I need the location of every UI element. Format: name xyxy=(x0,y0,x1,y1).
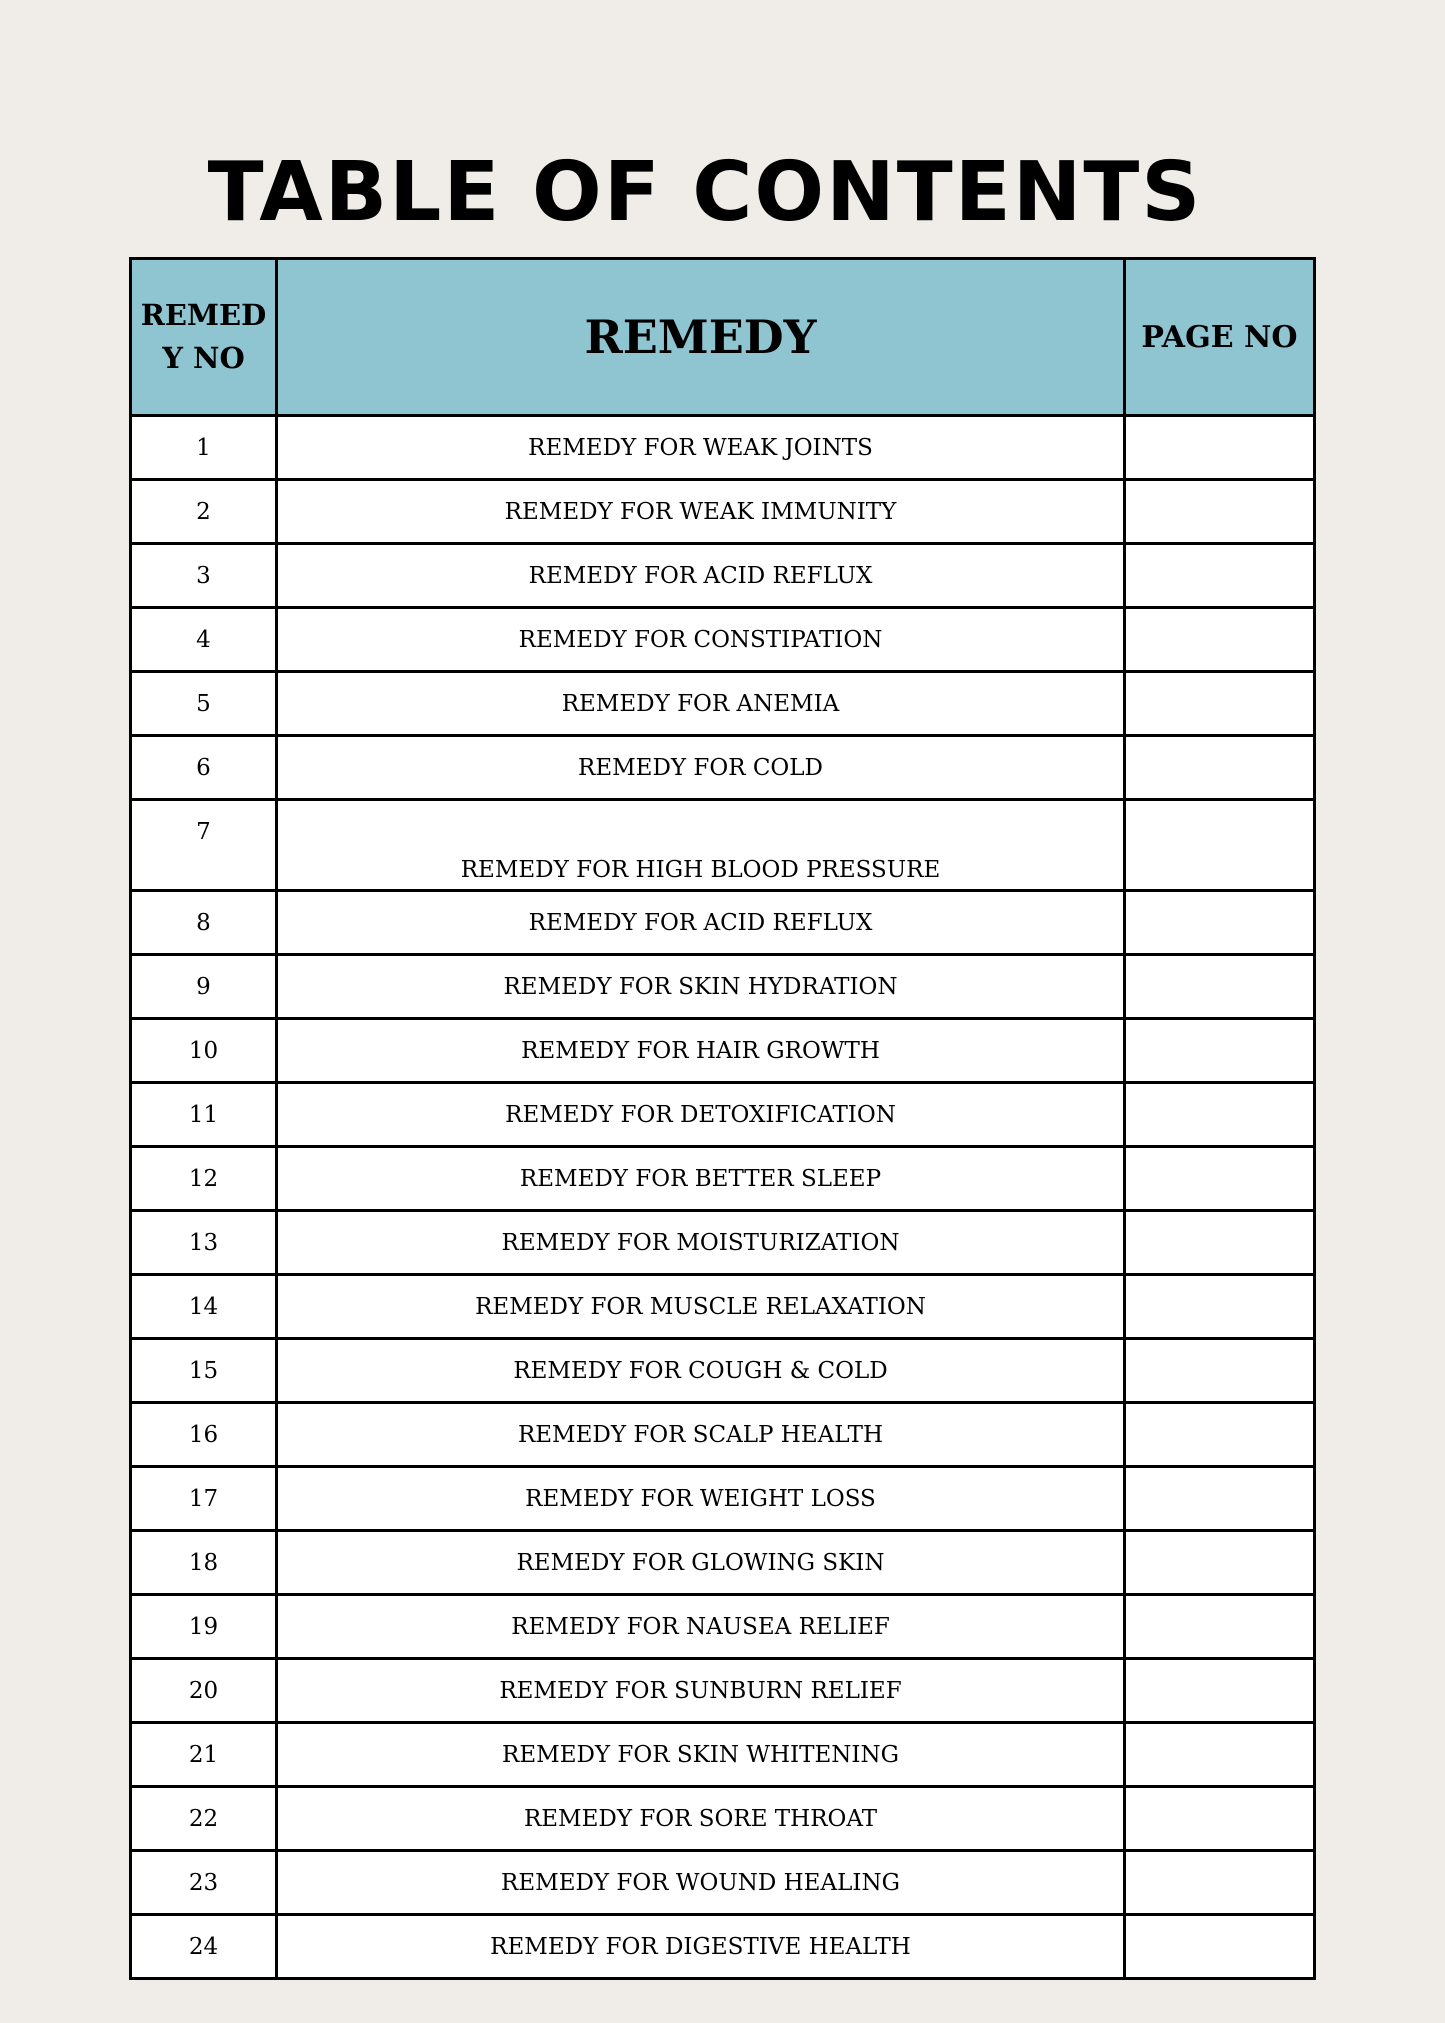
table-row xyxy=(131,1531,1315,1595)
page-number-cell xyxy=(1125,1659,1315,1723)
table-row xyxy=(131,1723,1315,1787)
table-row xyxy=(131,608,1315,672)
remedy-number-cell: 21 xyxy=(131,1723,277,1787)
remedy-name-cell: REMEDY FOR NAUSEA RELIEF xyxy=(277,1595,1125,1659)
remedy-name-cell: REMEDY FOR WEAK JOINTS xyxy=(277,416,1125,480)
remedy-number-cell: 9 xyxy=(131,955,277,1019)
remedy-name-cell: REMEDY FOR COUGH & COLD xyxy=(277,1339,1125,1403)
remedy-number-cell: 19 xyxy=(131,1595,277,1659)
remedy-number-cell: 20 xyxy=(131,1659,277,1723)
table-row xyxy=(131,1211,1315,1275)
table-row xyxy=(131,1083,1315,1147)
page-number-cell xyxy=(1125,672,1315,736)
table-row xyxy=(131,1403,1315,1467)
table-header xyxy=(131,259,1315,416)
table-row xyxy=(131,416,1315,480)
remedy-name-cell: REMEDY FOR SORE THROAT xyxy=(277,1787,1125,1851)
remedy-number-cell: 17 xyxy=(131,1467,277,1531)
remedy-name-cell: REMEDY FOR HIGH BLOOD PRESSURE xyxy=(277,800,1125,891)
table-row xyxy=(131,1659,1315,1723)
page-number-cell xyxy=(1125,416,1315,480)
remedy-name-cell: REMEDY FOR MOISTURIZATION xyxy=(277,1211,1125,1275)
page-number-cell xyxy=(1125,1339,1315,1403)
table-row xyxy=(131,1787,1315,1851)
page-number-cell xyxy=(1125,1275,1315,1339)
page-number-cell xyxy=(1125,1019,1315,1083)
remedy-number-cell: 4 xyxy=(131,608,277,672)
remedy-name-cell: REMEDY FOR SCALP HEALTH xyxy=(277,1403,1125,1467)
page-number-cell xyxy=(1125,891,1315,955)
remedy-number-cell: 11 xyxy=(131,1083,277,1147)
table-row xyxy=(131,544,1315,608)
table-row xyxy=(131,891,1315,955)
remedy-number-cell: 7 xyxy=(131,800,277,891)
remedy-name-cell: REMEDY FOR DETOXIFICATION xyxy=(277,1083,1125,1147)
page-number-cell xyxy=(1125,1915,1315,1979)
remedy-number-cell: 14 xyxy=(131,1275,277,1339)
remedy-name-cell: REMEDY FOR ACID REFLUX xyxy=(277,544,1125,608)
remedy-name-cell: REMEDY FOR BETTER SLEEP xyxy=(277,1147,1125,1211)
remedy-number-cell: 6 xyxy=(131,736,277,800)
remedy-name-cell: REMEDY FOR GLOWING SKIN xyxy=(277,1531,1125,1595)
table-row xyxy=(131,1339,1315,1403)
remedy-name-cell: REMEDY FOR SUNBURN RELIEF xyxy=(277,1659,1125,1723)
contents-table xyxy=(129,257,1316,1980)
header-remedy: REMEDY xyxy=(277,259,1125,416)
page-number-cell xyxy=(1125,1147,1315,1211)
table-row xyxy=(131,1595,1315,1659)
page-number-cell xyxy=(1125,1851,1315,1915)
remedy-number-cell: 8 xyxy=(131,891,277,955)
page-number-cell xyxy=(1125,544,1315,608)
remedy-number-cell: 3 xyxy=(131,544,277,608)
table-row xyxy=(131,480,1315,544)
page-number-cell xyxy=(1125,1787,1315,1851)
page-number-cell xyxy=(1125,480,1315,544)
remedy-name-cell: REMEDY FOR WEIGHT LOSS xyxy=(277,1467,1125,1531)
page-number-cell xyxy=(1125,1531,1315,1595)
remedy-name-cell: REMEDY FOR HAIR GROWTH xyxy=(277,1019,1125,1083)
page-number-cell xyxy=(1125,736,1315,800)
page-number-cell xyxy=(1125,1723,1315,1787)
remedy-number-cell: 1 xyxy=(131,416,277,480)
remedy-name-cell: REMEDY FOR COLD xyxy=(277,736,1125,800)
remedy-name-cell: REMEDY FOR ANEMIA xyxy=(277,672,1125,736)
remedy-name-cell: REMEDY FOR WEAK IMMUNITY xyxy=(277,480,1125,544)
page-number-cell xyxy=(1125,800,1315,891)
table-row xyxy=(131,1147,1315,1211)
table-row xyxy=(131,736,1315,800)
remedy-name-cell: REMEDY FOR WOUND HEALING xyxy=(277,1851,1125,1915)
remedy-name-cell: REMEDY FOR SKIN WHITENING xyxy=(277,1723,1125,1787)
table-row xyxy=(131,672,1315,736)
remedy-number-cell: 5 xyxy=(131,672,277,736)
remedy-number-cell: 24 xyxy=(131,1915,277,1979)
remedy-number-cell: 23 xyxy=(131,1851,277,1915)
remedy-number-cell: 16 xyxy=(131,1403,277,1467)
table-body xyxy=(131,416,1315,1979)
table-row xyxy=(131,1019,1315,1083)
page-number-cell xyxy=(1125,608,1315,672)
remedy-number-cell: 12 xyxy=(131,1147,277,1211)
page-title: TABLE OF CONTENTS xyxy=(207,145,1203,240)
header-row xyxy=(131,259,1315,416)
page-number-cell xyxy=(1125,955,1315,1019)
remedy-number-cell: 2 xyxy=(131,480,277,544)
remedy-name-cell: REMEDY FOR DIGESTIVE HEALTH xyxy=(277,1915,1125,1979)
remedy-name-cell: REMEDY FOR CONSTIPATION xyxy=(277,608,1125,672)
remedy-number-cell: 10 xyxy=(131,1019,277,1083)
header-remedy-no: REMEDY NO xyxy=(131,259,277,416)
table-row xyxy=(131,1915,1315,1979)
remedy-number-cell: 13 xyxy=(131,1211,277,1275)
table-row xyxy=(131,1275,1315,1339)
table-row xyxy=(131,955,1315,1019)
header-page-no: PAGE NO xyxy=(1125,259,1315,416)
page-number-cell xyxy=(1125,1595,1315,1659)
table-row xyxy=(131,1851,1315,1915)
page-number-cell xyxy=(1125,1467,1315,1531)
table-row xyxy=(131,800,1315,891)
page-number-cell xyxy=(1125,1403,1315,1467)
remedy-number-cell: 15 xyxy=(131,1339,277,1403)
remedy-name-cell: REMEDY FOR SKIN HYDRATION xyxy=(277,955,1125,1019)
remedy-number-cell: 18 xyxy=(131,1531,277,1595)
page-number-cell xyxy=(1125,1211,1315,1275)
remedy-number-cell: 22 xyxy=(131,1787,277,1851)
remedy-name-cell: REMEDY FOR ACID REFLUX xyxy=(277,891,1125,955)
remedy-name-cell: REMEDY FOR MUSCLE RELAXATION xyxy=(277,1275,1125,1339)
table-row xyxy=(131,1467,1315,1531)
page-number-cell xyxy=(1125,1083,1315,1147)
